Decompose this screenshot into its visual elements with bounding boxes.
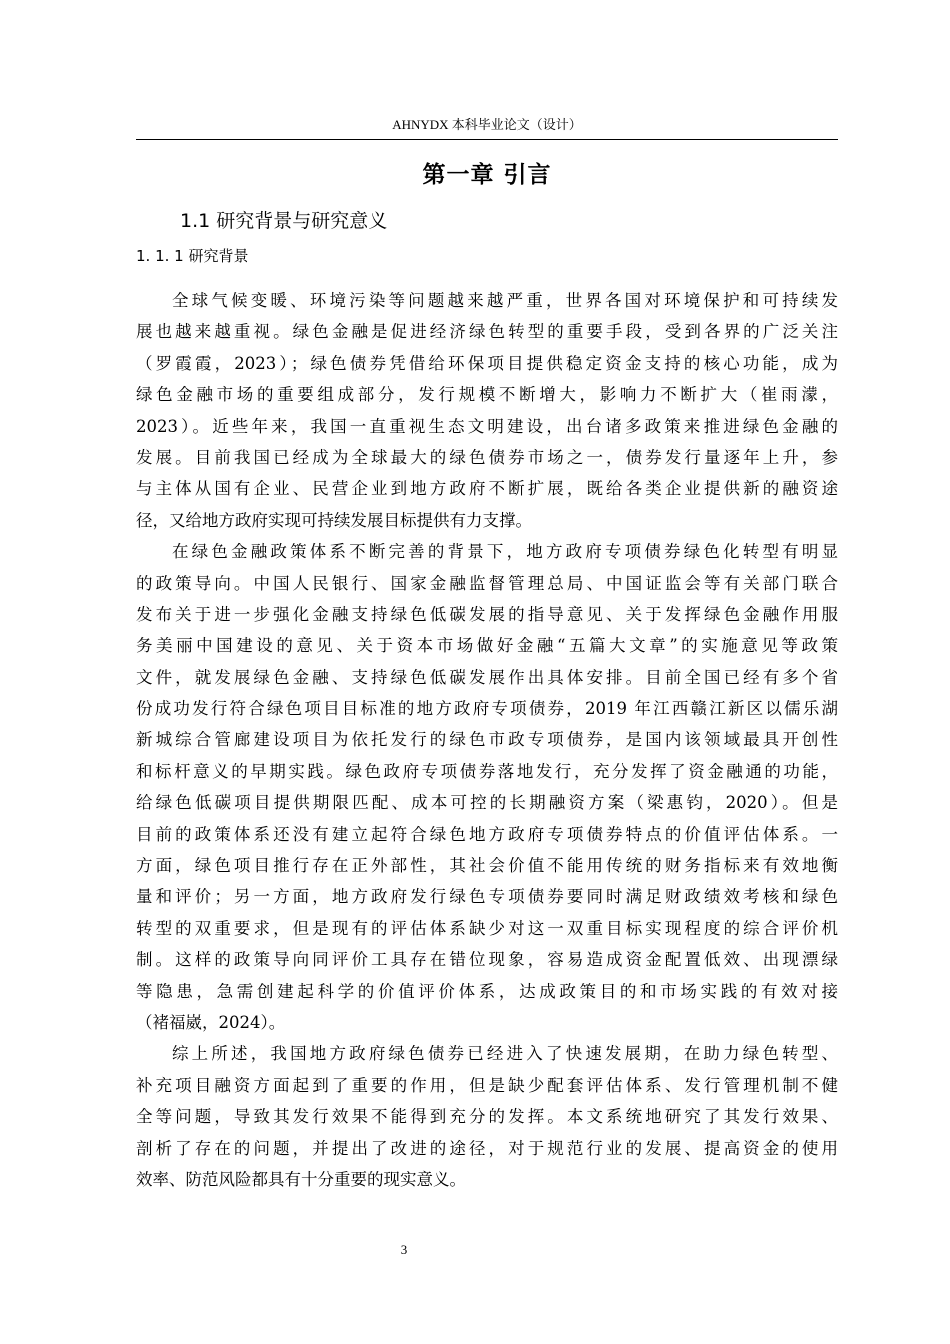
paragraph-line: 份成功发行符合绿色项目目标准的地方政府专项债券，2019 年江西赣江新区以儒乐湖	[136, 699, 838, 719]
paragraph-line: 综上所述，我国地方政府绿色债券已经进入了快速发展期，在助力绿色转型、	[172, 1044, 838, 1064]
paragraph-line: 全球气候变暖、环境污染等问题越来越严重，世界各国对环境保护和可持续发	[172, 291, 838, 310]
paragraph-3	[136, 1038, 838, 1195]
page-number: 3	[400, 1242, 408, 1257]
paragraph-line: 制。这样的政策导向同评价工具存在错位现象，容易造成资金配置低效、出现漂绿	[136, 950, 838, 970]
paragraph-line: 新城综合管廊建设项目为依托发行的绿色市政专项债券，是国内该领域最具开创性	[136, 730, 838, 750]
paragraph-line: 绿色金融市场的重要组成部分，发行规模不断增大，影响力不断扩大（崔雨濛，	[136, 385, 838, 405]
paragraph-line: （褚福崴，2024）。	[136, 1012, 286, 1032]
paragraph-line: 发布关于进一步强化金融支持绿色低碳发展的指导意见、关于发挥绿色金融作用服	[136, 604, 838, 624]
paragraph-line: （罗霞霞，2023）；绿色债券凭借给环保项目提供稳定资金支持的核心功能，成为	[136, 353, 838, 373]
paragraph-line: 的政策导向。中国人民银行、国家金融监督管理总局、中国证监会等有关部门联合	[136, 573, 838, 593]
body-text	[136, 285, 838, 1195]
header-rule	[136, 139, 838, 140]
paragraph-1	[136, 285, 838, 536]
paragraph-line: 方面，绿色项目推行存在正外部性，其社会价值不能用传统的财务指标来有效地衡	[136, 856, 838, 876]
paragraph-line: 展也越来越重视。绿色金融是促进经济绿色转型的重要手段，受到各界的广泛关注	[136, 322, 838, 342]
paragraph-line: 和标杆意义的早期实践。绿色政府专项债券落地发行，充分发挥了资金融通的功能，	[136, 761, 838, 781]
paragraph-line: 在绿色金融政策体系不断完善的背景下，地方政府专项债券绿色化转型有明显	[172, 542, 838, 562]
paragraph-line: 给绿色低碳项目提供期限匹配、成本可控的长期融资方案（梁惠钧，2020）。但是	[136, 793, 838, 813]
page-header: AHNYDX 本科毕业论文（设计）	[392, 117, 582, 132]
paragraph-line: 全等问题，导致其发行效果不能得到充分的发挥。本文系统地研究了其发行效果、	[136, 1107, 838, 1127]
paragraph-line: 效率、防范风险都具有十分重要的现实意义。	[136, 1169, 466, 1189]
paragraph-line: 与主体从国有企业、民营企业到地方政府不断扩展，既给各类企业提供新的融资途	[136, 479, 838, 499]
paragraph-line: 等隐患，急需创建起科学的价值评价体系，达成政策目的和市场实践的有效对接	[136, 981, 838, 1001]
subsection-title: 1. 1. 1 研究背景	[136, 247, 249, 265]
paragraph-line: 务美丽中国建设的意见、关于资本市场做好金融“五篇大文章”的实施意见等政策	[136, 636, 838, 656]
paragraph-line: 转型的双重要求，但是现有的评估体系缺少对这一双重目标实现程度的综合评价机	[136, 918, 838, 938]
paragraph-2	[136, 536, 838, 1038]
paragraph-line: 径，又给地方政府实现可持续发展目标提供有力支撑。	[136, 510, 532, 530]
paragraph-line: 量和评价；另一方面，地方政府发行绿色专项债券要同时满足财政绩效考核和绿色	[136, 887, 838, 907]
paragraph-line: 剖析了存在的问题，并提出了改进的途径，对于规范行业的发展、提高资金的使用	[136, 1138, 838, 1158]
paragraph-line: 补充项目融资方面起到了重要的作用，但是缺少配套评估体系、发行管理机制不健	[136, 1075, 838, 1095]
paragraph-line: 文件，就发展绿色金融、支持绿色低碳发展作出具体安排。目前全国已经有多个省	[136, 667, 838, 687]
paragraph-line: 2023）。近些年来，我国一直重视生态文明建设，出台诸多政策来推进绿色金融的	[136, 416, 838, 436]
paragraph-line: 发展。目前我国已经成为全球最大的绿色债券市场之一，债券发行量逐年上升，参	[136, 447, 838, 467]
section-title: 1.1 研究背景与研究意义	[180, 210, 388, 232]
paragraph-line: 目前的政策体系还没有建立起符合绿色地方政府专项债券特点的价值评估体系。一	[136, 824, 838, 844]
chapter-title: 第一章 引言	[422, 162, 552, 188]
